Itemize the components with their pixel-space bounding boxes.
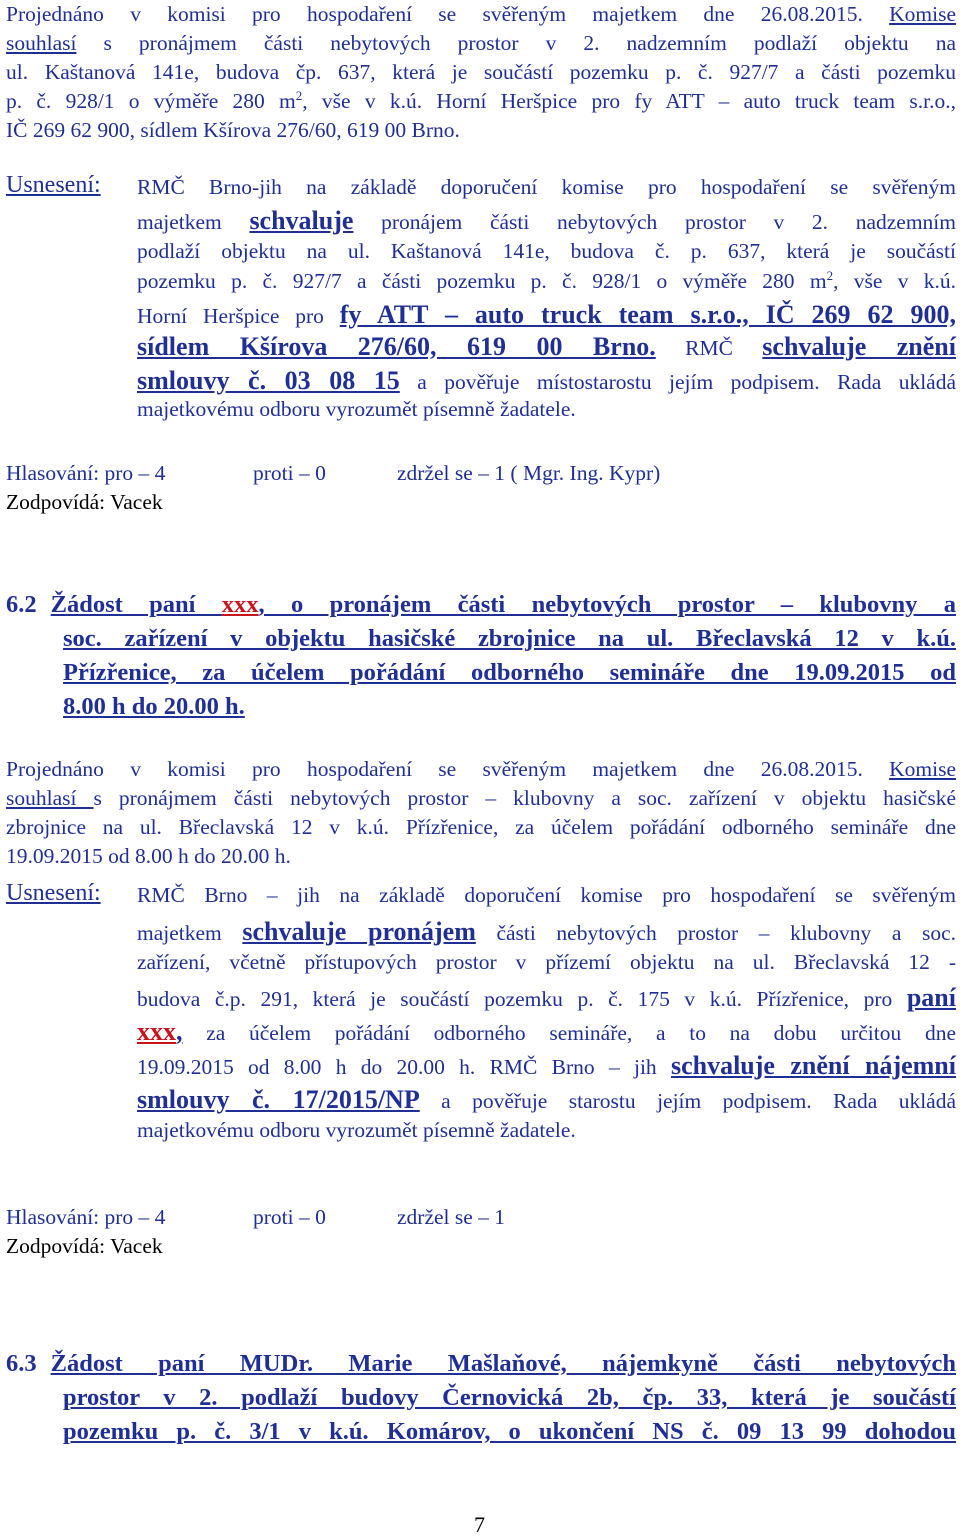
text-span: pozemku p. č. 927/7 a části pozemku p. č. 928/1 o výměře 280 m — [137, 269, 827, 293]
text-span: fy ATT – auto truck team s.r.o., IČ 269 62 900, — [339, 299, 956, 329]
text-span: s pronájmem části nebytových prostor v 2. nadzemním podlaží objektu na — [76, 31, 956, 55]
text-span: Projednáno v komisi pro hospodaření se svěřeným majetkem dne 26.08.2015. — [6, 757, 890, 781]
text-line — [137, 397, 956, 428]
vote-against: proti – 0 — [253, 1205, 326, 1229]
text-span: 19.09.2015 od 8.00 h do 20.00 h. — [6, 844, 291, 868]
vote-for: Hlasování: pro – 4 — [6, 461, 166, 485]
text-span: 19.09.2015 od 8.00 h do 20.00 h. RMČ Brno – jih — [137, 1055, 671, 1079]
intro-paragraph — [6, 0, 956, 145]
text-span: schvaluje — [249, 205, 354, 235]
text-line — [137, 917, 956, 950]
text-line — [137, 300, 956, 332]
resolution-body — [137, 883, 956, 1149]
superscript: 2 — [295, 88, 303, 103]
text-span: schvaluje znění — [762, 331, 956, 361]
heading-line — [6, 591, 956, 625]
text-span: budova č.p. 291, která je součástí pozemku p. č. 175 v k.ú. Přízřenice, pro — [137, 987, 907, 1011]
text-span: xxx — [221, 591, 259, 618]
text-span: souhlasí — [6, 786, 94, 810]
text-line — [137, 950, 956, 983]
vote-abstain: zdržel se – 1 ( Mgr. Ing. Kypr) — [397, 461, 661, 485]
text-span: Žádost paní — [50, 591, 222, 618]
text-span: Přízřenice, za účelem pořádání odborného semináře dne 19.09.2015 od — [63, 659, 956, 686]
text-span: Komise — [889, 757, 956, 781]
resolution-label: Usnesení: — [6, 880, 101, 906]
vote-against: proti – 0 — [253, 461, 326, 485]
text-span: a pověřuje starostu jejím podpisem. Rada ukládá — [419, 1089, 957, 1113]
text-span: 8.00 h do 20.00 h. — [63, 693, 245, 720]
text-line — [6, 0, 956, 29]
text-span: Komise — [889, 2, 956, 26]
text-span: paní — [906, 983, 956, 1012]
text-span: , vše v k.ú. — [833, 269, 956, 293]
text-span: Žádost paní MUDr. Marie Mašlaňové, nájemkyně části nebytových — [50, 1350, 956, 1377]
text-span: p. č. 928/1 o výměře 280 m — [6, 89, 296, 113]
text-line — [6, 755, 956, 784]
text-span: s pronájmem části nebytových prostor – klubovny a soc. zařízení v objektu hasičské — [93, 786, 956, 810]
text-span: zařízení, včetně přístupových prostor v přízemí objektu na ul. Břeclavská 12 - — [137, 950, 956, 974]
text-span: majetkovému odboru vyrozumět písemně žadatele. — [137, 1118, 576, 1142]
responsible-person: Zodpovídá: Vacek — [6, 490, 163, 514]
text-span: , — [176, 1017, 183, 1046]
text-span: podlaží objektu na ul. Kaštanová 141e, budova č. p. 637, která je součástí — [137, 238, 956, 263]
text-line — [137, 175, 956, 206]
text-line — [6, 58, 956, 87]
text-span: majetkem — [137, 209, 250, 234]
text-span: ul. Kaštanová 141e, budova čp. 637, která je součástí pozemku p. č. 927/7 a části pozemku — [6, 60, 956, 84]
heading-line — [6, 1350, 956, 1384]
text-line — [137, 883, 956, 917]
superscript: 2 — [826, 268, 834, 283]
section-heading — [6, 1350, 956, 1452]
text-line — [6, 29, 956, 58]
text-span: prostor v 2. podlaží budovy Černovická 2b, čp. 33, která je součástí — [63, 1384, 956, 1411]
text-line — [137, 1085, 956, 1118]
text-line — [137, 1118, 956, 1149]
text-span: části nebytových prostor – klubovny a soc. — [475, 921, 956, 945]
text-span: RMČ Brno – jih na základě doporučení komise pro hospodaření se svěřeným — [137, 883, 956, 907]
text-span: RMČ Brno-jih na základě doporučení komise pro hospodaření se svěřeným — [137, 175, 956, 199]
text-line — [6, 842, 956, 871]
section-number: 6.2 — [6, 591, 37, 618]
text-line — [6, 116, 956, 145]
text-line — [6, 784, 956, 813]
text-span: souhlasí — [6, 31, 77, 55]
text-line — [137, 206, 956, 239]
heading-line — [63, 1418, 956, 1452]
text-line — [6, 87, 956, 116]
page-number: 7 — [474, 1512, 485, 1537]
text-span: a pověřuje místostarostu jejím podpisem. Rada ukládá — [399, 369, 957, 394]
text-span: sídlem Kšírova 276/60, 619 00 Brno. — [137, 331, 656, 361]
responsible-person: Zodpovídá: Vacek — [6, 1234, 163, 1258]
text-span: schvaluje pronájem — [242, 917, 476, 946]
text-span: IČ 269 62 900, sídlem Kšírova 276/60, 619 00 Brno. — [6, 118, 460, 142]
text-line — [137, 239, 956, 270]
text-span: RMČ — [655, 335, 763, 360]
text-span: majetkem — [137, 921, 243, 945]
text-line — [137, 332, 956, 366]
text-line — [137, 1051, 956, 1085]
text-span: soc. zařízení v objektu hasičské zbrojnice na ul. Břeclavská 12 v k.ú. — [63, 625, 956, 652]
resolution-label: Usnesení: — [6, 172, 101, 198]
text-span: smlouvy č. 03 08 15 — [137, 365, 400, 395]
section-heading — [6, 591, 956, 727]
text-line — [137, 269, 956, 300]
text-span: schvaluje znění nájemní — [670, 1051, 956, 1080]
vote-for: Hlasování: pro – 4 — [6, 1205, 166, 1229]
text-span: pozemku p. č. 3/1 v k.ú. Komárov, o ukončení NS č. 09 13 99 dohodou — [63, 1418, 956, 1445]
heading-line — [63, 1384, 956, 1418]
vote-abstain: zdržel se – 1 — [397, 1205, 506, 1229]
text-line — [137, 983, 956, 1017]
text-span: xxx — [137, 1017, 176, 1046]
text-line — [6, 813, 956, 842]
text-span: za účelem pořádání odborného semináře, a to na dobu určitou dne — [182, 1021, 956, 1045]
text-span: , vše v k.ú. Horní Heršpice pro fy ATT – auto truck team s.r.o., — [302, 89, 956, 113]
text-span: zbrojnice na ul. Břeclavská 12 v k.ú. Přízřenice, za účelem pořádání odborného semináře dne — [6, 815, 956, 839]
text-span: , o pronájem části nebytových prostor – klubovny a — [258, 591, 956, 618]
text-span: Projednáno v komisi pro hospodaření se svěřeným majetkem dne 26.08.2015. — [6, 2, 890, 26]
vote-line — [6, 461, 165, 486]
text-line — [137, 1017, 956, 1051]
text-span: Horní Heršpice pro — [137, 303, 340, 328]
heading-line — [63, 659, 956, 693]
resolution-body — [137, 175, 956, 427]
text-line — [137, 366, 956, 397]
heading-line — [63, 693, 956, 727]
text-span: pronájem části nebytových prostor v 2. nadzemním — [353, 209, 957, 234]
section-number: 6.3 — [6, 1350, 37, 1377]
text-span: majetkovému odboru vyrozumět písemně žadatele. — [137, 396, 576, 421]
section-paragraph — [6, 755, 956, 871]
heading-line — [63, 625, 956, 659]
text-span: smlouvy č. 17/2015/NP — [137, 1085, 420, 1114]
